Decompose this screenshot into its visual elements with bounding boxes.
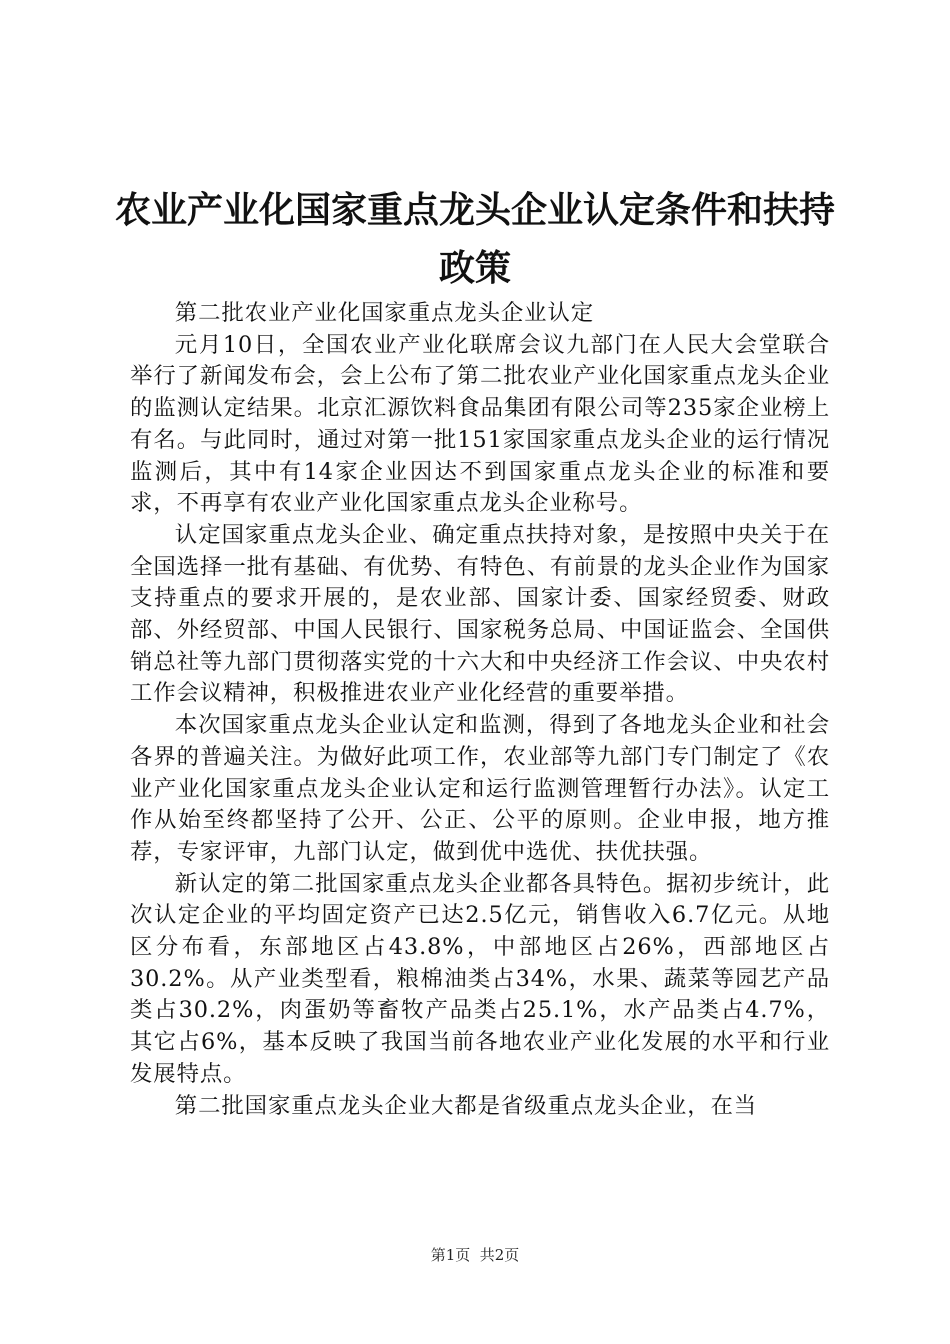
document-title-line-1: 农业产业化国家重点龙头企业认定条件和扶持	[114, 190, 835, 231]
paragraph: 第二批国家重点龙头企业大都是省级重点龙头企业，在当	[174, 1092, 758, 1119]
paragraph: 新认定的第二批国家重点龙头企业都各具特色。据初步统计，此次认定企业的平均固定资产已达2.5亿元，销售收入6.7亿元。从地区分布看，东部地区占43.8%，中部地区占26%，西部地区占30.2%。从产业类型看，粮棉油类占34%，水果、蔬菜等园艺产品类占30.2%，肉蛋奶等畜牧产品类占25.1%，水产品类占4.7%，其它占6%，基本反映了我国当前各地农业产业化发展的水平和行业发展特点。	[130, 870, 830, 1087]
document-title-line-2: 政策	[438, 248, 511, 289]
page-number-label: 第1页 共2页	[430, 1246, 520, 1264]
page-footer	[0, 1246, 950, 1264]
paragraph: 元月10日，全国农业产业化联席会议九部门在人民大会堂联合举行了新闻发布会，会上公布了第二批农业产业化国家重点龙头企业的监测认定结果。北京汇源饮料食品集团有限公司等235家企业榜上有名。与此同时，通过对第一批151家国家重点龙头企业的运行情况监测后，其中有14家企业因达不到国家重点龙头企业的标准和要求，不再享有农业产业化国家重点龙头企业称号。	[130, 331, 830, 517]
paragraph: 本次国家重点龙头企业认定和监测，得到了各地龙头企业和社会各界的普遍关注。为做好此项工作，农业部等九部门专门制定了《农业产业化国家重点龙头企业认定和运行监测管理暂行办法》。认定工作从始至终都坚持了公开、公正、公平的原则。企业申报，地方推荐，专家评审，九部门认定，做到优中选优、扶优扶强。	[130, 712, 830, 865]
paragraph-subtitle: 第二批农业产业化国家重点龙头企业认定	[174, 300, 595, 326]
paragraph: 认定国家重点龙头企业、确定重点扶持对象，是按照中央关于在全国选择一批有基础、有优势、有特色、有前景的龙头企业作为国家支持重点的要求开展的，是农业部、国家计委、国家经贸委、财政部、外经贸部、中国人民银行、国家税务总局、中国证监会、全国供销总社等九部门贯彻落实党的十六大和中央经济工作会议、中央农村工作会议精神，积极推进农业产业化经营的重要举措。	[130, 521, 830, 707]
document-body	[130, 298, 830, 1122]
